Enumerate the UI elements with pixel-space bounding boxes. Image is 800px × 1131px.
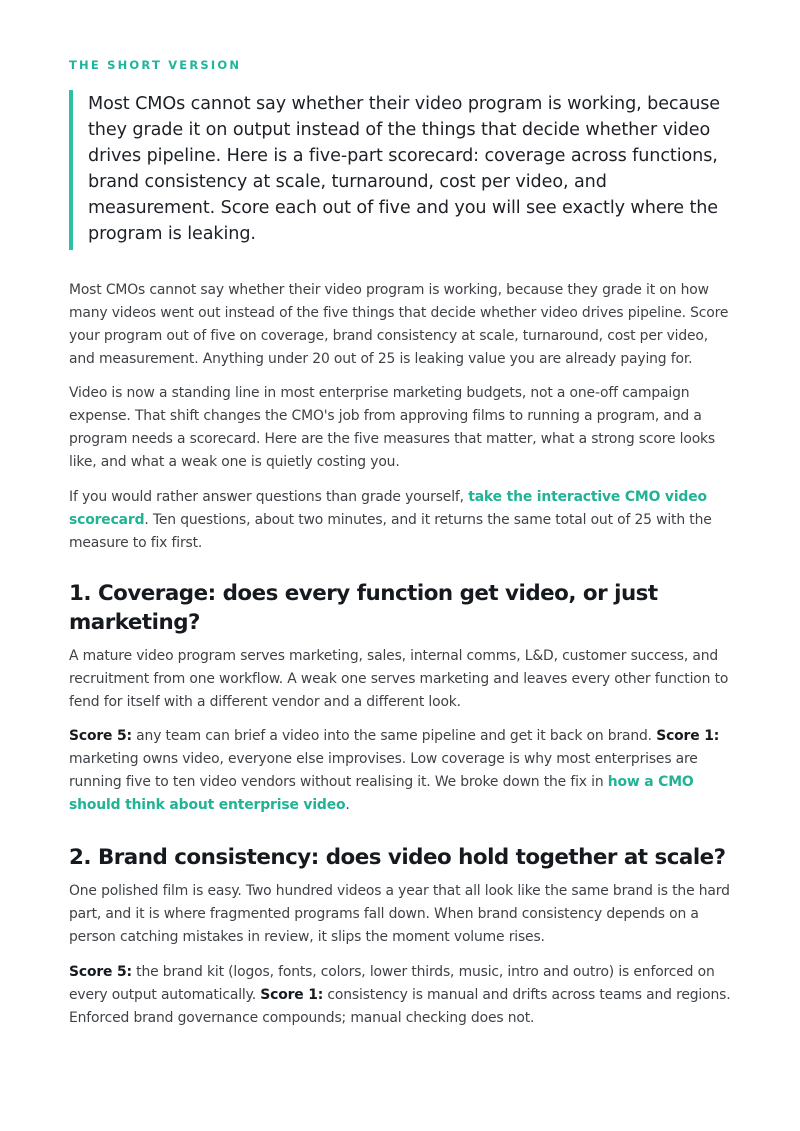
- enterprise-video-link[interactable]: how a CMO should think about enterprise video: [69, 773, 694, 813]
- sentence-end: .: [345, 796, 350, 813]
- score-1-text: consistency is manual and drifts across teams and regions. Enforced brand governance compounds; manual checking does not.: [69, 986, 731, 1026]
- intro-paragraph-2: Video is now a standing line in most enterprise marketing budgets, not a one-off campaign expense. That shift changes the CMO's job from approving films to running a program, and a program needs a scorecard. Here are the five measures that matter, what a strong score looks like, and what a weak one is quietly costing you.: [69, 384, 716, 470]
- section-1-heading: 1. Coverage: does every function get video, or just marketing?: [69, 580, 658, 635]
- intro-paragraph-1: Most CMOs cannot say whether their video program is working, because they grade it on how many videos went out instead of the five things that decide whether video drives pipeline. Score your program out of five on coverage, brand consistency at scale, turnaround, cost per video, and measurement. Anything under 20 out of 25 is leaking value you are already paying for.: [69, 281, 729, 367]
- section-2-paragraph: One polished film is easy. Two hundred videos a year that all look like the same brand is the hard part, and it is where fragmented programs fall down. When brand consistency depends on a person catching mistakes in review, it slips the moment volume rises.: [69, 882, 730, 945]
- score-5-label: Score 5:: [69, 963, 132, 980]
- section-2-scores: [69, 961, 731, 1030]
- intro-text-before: If you would rather answer questions than grade yourself,: [69, 488, 469, 505]
- scorecard-link[interactable]: take the interactive CMO video scorecard: [69, 488, 707, 528]
- section-eyebrow: THE SHORT VERSION: [69, 58, 242, 72]
- score-5-text: any team can brief a video into the same pipeline and get it back on brand.: [131, 727, 657, 744]
- score-1-text: marketing owns video, everyone else improvises. Low coverage is why most enterprises are running five to ten video vendors without realising it. We broke down the fix in: [69, 750, 698, 790]
- intro-text-after: . Ten questions, about two minutes, and it returns the same total out of 25 with the measure to fix first.: [69, 511, 712, 551]
- intro-paragraph-3: [69, 486, 731, 555]
- summary-callout: Most CMOs cannot say whether their video program is working, because they grade it on output instead of the things that decide whether video drives pipeline. Here is a five-part scorecard: coverage across functions, brand consistency at scale, turnaround, cost per video, and measurement. Score each out of five and you will see exactly where the program is leaking.: [69, 90, 731, 250]
- section-1-paragraph: A mature video program serves marketing, sales, internal comms, L&D, customer success, and recruitment from one workflow. A weak one serves marketing and leaves every other function to fend for itself with a different vendor and a different look.: [69, 647, 729, 710]
- score-5-text: the brand kit (logos, fonts, colors, lower thirds, music, intro and outro) is enforced on every output automatically.: [69, 963, 715, 1003]
- score-1-label: Score 1:: [260, 986, 324, 1003]
- section-2-heading: 2. Brand consistency: does video hold together at scale?: [69, 844, 726, 870]
- section-1-scores: [69, 725, 731, 817]
- score-1-label: Score 1:: [656, 727, 720, 744]
- score-5-label: Score 5:: [69, 727, 132, 744]
